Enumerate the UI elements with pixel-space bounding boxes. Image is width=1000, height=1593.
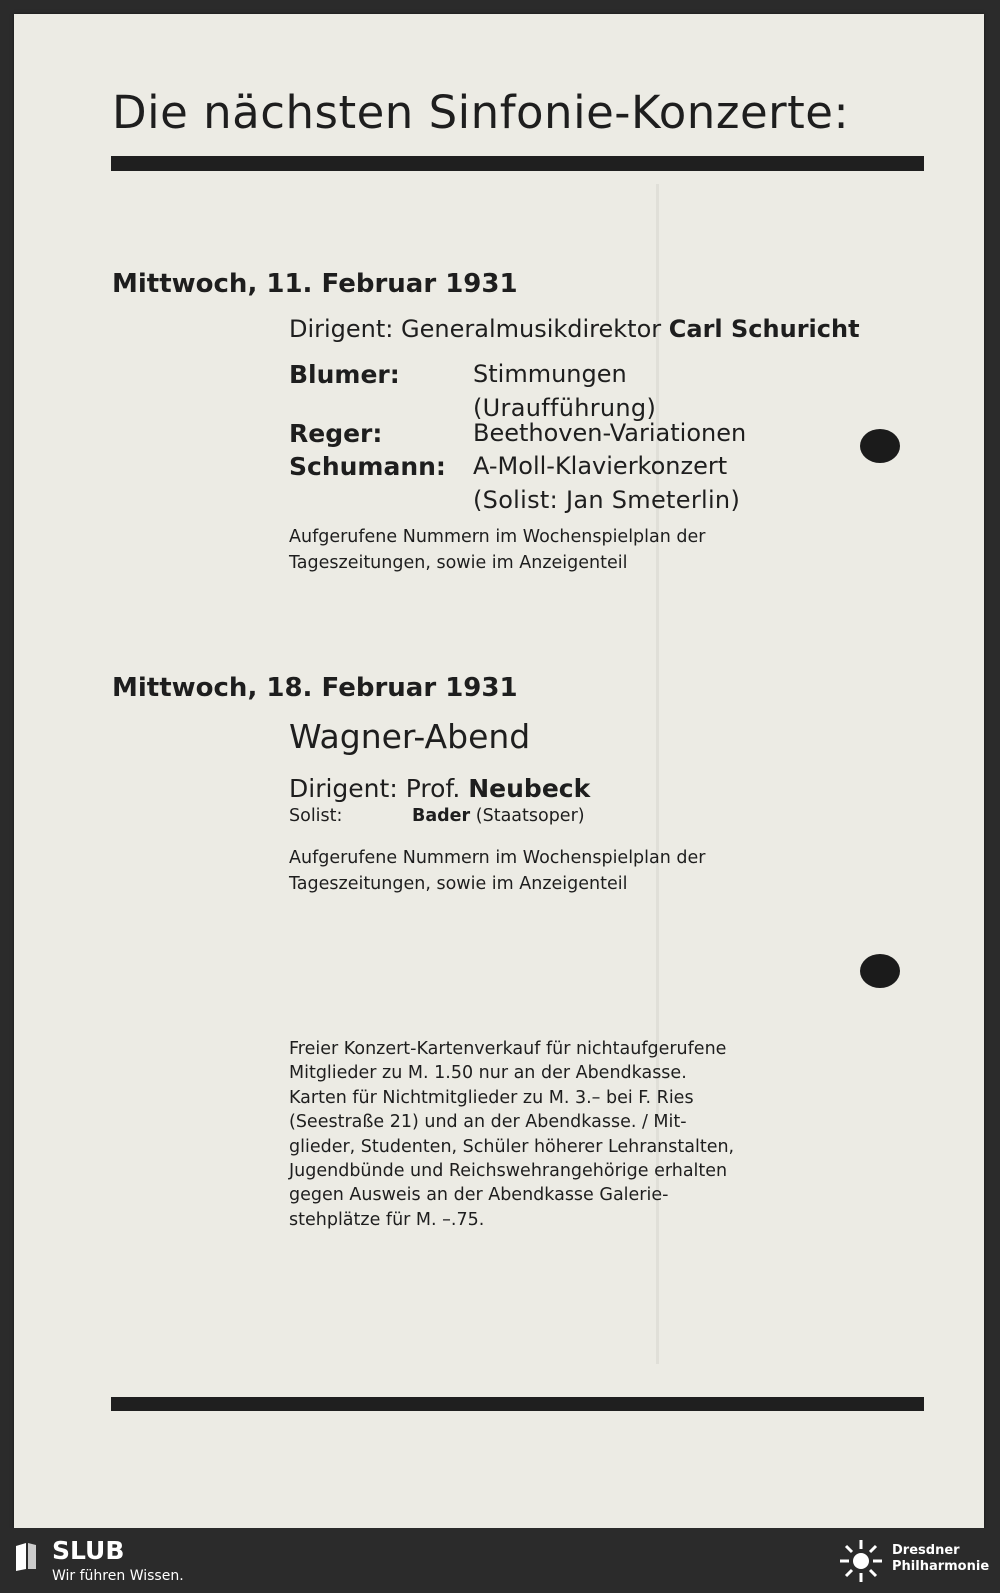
punch-hole	[860, 429, 900, 463]
conductor-name: Neubeck	[468, 774, 591, 803]
notice-line: Aufgerufene Nummern im Wochenspielplan der	[289, 527, 706, 547]
work-beethoven-variationen: Beethoven-Variationen	[473, 419, 747, 447]
notice-line: Tageszeitungen, sowie im Anzeigenteil	[289, 874, 628, 894]
conductor-role: Generalmusikdirektor	[401, 315, 662, 343]
slub-book-icon[interactable]	[14, 1542, 38, 1572]
orchestra-name-line1: Dresdner	[892, 1543, 960, 1558]
bottom-divider	[111, 1397, 924, 1411]
ticket-info-line: stehplätze für M. –.75.	[289, 1209, 485, 1230]
conductor-label: Dirigent:	[289, 315, 394, 343]
library-name[interactable]: SLUB	[52, 1536, 125, 1565]
notice-line: Aufgerufene Nummern im Wochenspielplan der	[289, 848, 706, 868]
concert1-notice	[289, 524, 705, 576]
top-divider	[111, 156, 924, 171]
soloist-house: (Staatsoper)	[475, 806, 585, 826]
conductor-label: Dirigent:	[289, 774, 398, 803]
library-tagline: Wir führen Wissen.	[52, 1568, 184, 1584]
work-klavierkonzert: A-Moll-Klavierkonzert	[473, 452, 728, 480]
punch-hole	[860, 954, 900, 988]
work-note-solist: (Solist: Jan Smeterlin)	[473, 486, 741, 514]
concert1-date: Mittwoch, 11. Februar 1931	[112, 269, 518, 299]
concert1-conductor-line	[289, 315, 860, 343]
ticket-info-line: Jugendbünde und Reichswehrangehörige erhalten	[289, 1161, 728, 1182]
composer-reger: Reger:	[289, 419, 383, 448]
conductor-title: Prof.	[405, 774, 461, 803]
concert2-soloist-label: Solist:	[289, 806, 343, 826]
ticket-info-line: (Seestraße 21) und an der Abendkasse. / Mit-	[289, 1112, 687, 1133]
ticket-info-line: gegen Ausweis an der Abendkasse Galerie-	[289, 1185, 669, 1206]
concert2-heading: Wagner-Abend	[289, 717, 531, 756]
concert2-date: Mittwoch, 18. Februar 1931	[112, 673, 518, 703]
concert2-conductor-line	[289, 774, 590, 803]
ticket-info	[289, 1037, 734, 1232]
page-title: Die nächsten Sinfonie-Konzerte:	[112, 86, 850, 139]
ticket-info-line: glieder, Studenten, Schüler höherer Lehranstalten,	[289, 1136, 735, 1157]
concert2-notice	[289, 845, 705, 897]
concert2-soloist	[412, 806, 585, 826]
composer-schumann: Schumann:	[289, 452, 446, 481]
program-sheet	[14, 14, 984, 1528]
conductor-name: Carl Schuricht	[668, 315, 860, 343]
notice-line: Tageszeitungen, sowie im Anzeigenteil	[289, 553, 628, 573]
ticket-info-line: Mitglieder zu M. 1.50 nur an der Abendkasse.	[289, 1063, 687, 1084]
philharmonie-sunburst-icon[interactable]	[838, 1538, 884, 1584]
work-note-urauffuehrung: (Uraufführung)	[473, 394, 657, 422]
footer-bar	[0, 1528, 1000, 1593]
composer-blumer: Blumer:	[289, 360, 400, 389]
ticket-info-line: Karten für Nichtmitglieder zu M. 3.– bei F. Ries	[289, 1087, 694, 1108]
work-stimmungen: Stimmungen	[473, 360, 627, 388]
ticket-info-line: Freier Konzert-Kartenverkauf für nichtaufgerufene	[289, 1039, 727, 1059]
soloist-name: Bader	[412, 806, 471, 826]
orchestra-name[interactable]	[892, 1543, 989, 1575]
orchestra-name-line2: Philharmonie	[892, 1559, 990, 1574]
